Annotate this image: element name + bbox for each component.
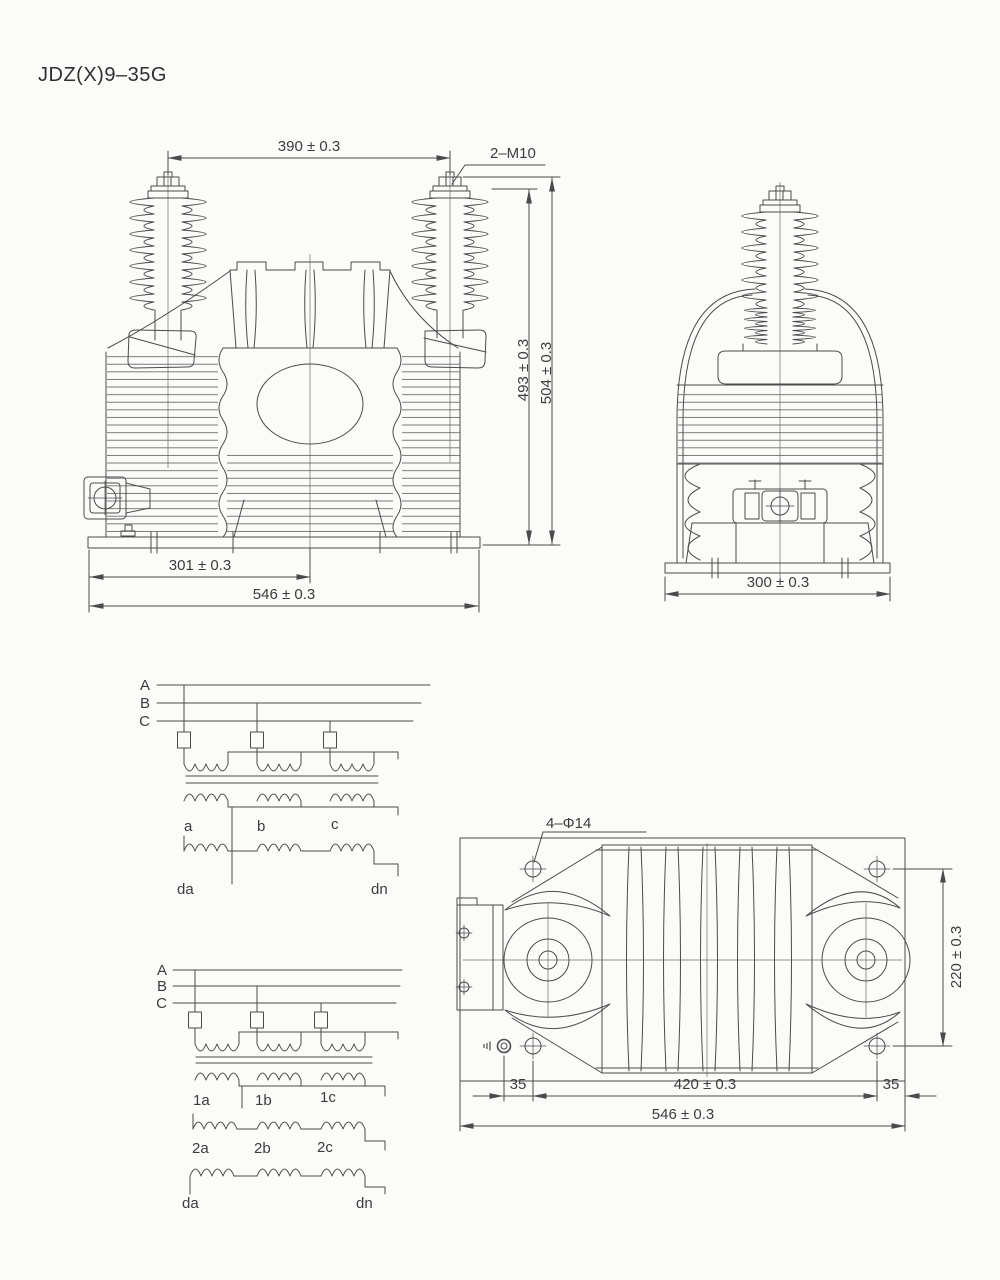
secondary2-c-label: 2c xyxy=(317,1139,333,1156)
secondary1-a-label: 1a xyxy=(193,1092,210,1109)
residual-da-label: da xyxy=(177,881,194,898)
dim-front-base-width: 546 ± 0.3 xyxy=(252,586,316,603)
phase-c-label: C xyxy=(139,713,150,730)
dim-edge-to-hole-left: 35 xyxy=(509,1076,527,1093)
dim-base-hole-offset: 301 ± 0.3 xyxy=(168,557,232,574)
side-body xyxy=(665,289,890,578)
earth-stud xyxy=(484,1040,511,1053)
residual-dn-label: dn xyxy=(356,1195,373,1212)
dim-hole-spacing-width: 420 ± 0.3 xyxy=(673,1076,737,1093)
wiring-diagram-1 xyxy=(139,677,430,898)
top-view-dimensions xyxy=(460,815,965,1131)
terminal-thread-label: 2–M10 xyxy=(490,145,536,162)
secondary1-b-label: 1b xyxy=(255,1092,272,1109)
mounting-holes-label: 4–Φ14 xyxy=(546,815,592,832)
phase-c-label: C xyxy=(156,995,167,1012)
residual-dn-label: dn xyxy=(371,881,388,898)
residual-da-label: da xyxy=(182,1195,199,1212)
phase-a-label: A xyxy=(139,677,150,694)
drawing-title: JDZ(X)9–35G xyxy=(38,64,167,86)
secondary1-c-label: 1c xyxy=(320,1089,336,1106)
front-view-drawing xyxy=(84,138,560,612)
secondary-b-label: b xyxy=(257,818,266,835)
secondary-a-label: a xyxy=(184,818,193,835)
dim-top-base-width: 546 ± 0.3 xyxy=(651,1106,715,1123)
phase-b-label: B xyxy=(156,978,167,995)
secondary2-b-label: 2b xyxy=(254,1140,271,1157)
wiring-diagram-2 xyxy=(156,962,402,1212)
secondary-c-label: c xyxy=(331,816,339,833)
side-view-dimensions xyxy=(665,574,890,601)
dim-edge-to-hole-right: 35 xyxy=(882,1076,900,1093)
phase-b-label: B xyxy=(139,695,150,712)
dim-hole-depth-spacing: 220 ± 0.3 xyxy=(948,925,965,989)
dim-terminal-spacing: 390 ± 0.3 xyxy=(277,138,341,155)
dim-base-depth: 300 ± 0.3 xyxy=(746,574,810,591)
side-view-drawing xyxy=(665,182,890,601)
wiring-1-circuit xyxy=(157,685,430,884)
top-view-drawing xyxy=(456,815,965,1131)
wiring-2-circuit xyxy=(173,970,402,1194)
secondary2-a-label: 2a xyxy=(192,1140,209,1157)
dim-height-to-terminal: 493 ± 0.3 xyxy=(515,338,532,402)
phase-a-label: A xyxy=(156,962,167,979)
terminal-box-top xyxy=(456,898,503,1010)
dim-height-overall: 504 ± 0.3 xyxy=(538,341,555,405)
